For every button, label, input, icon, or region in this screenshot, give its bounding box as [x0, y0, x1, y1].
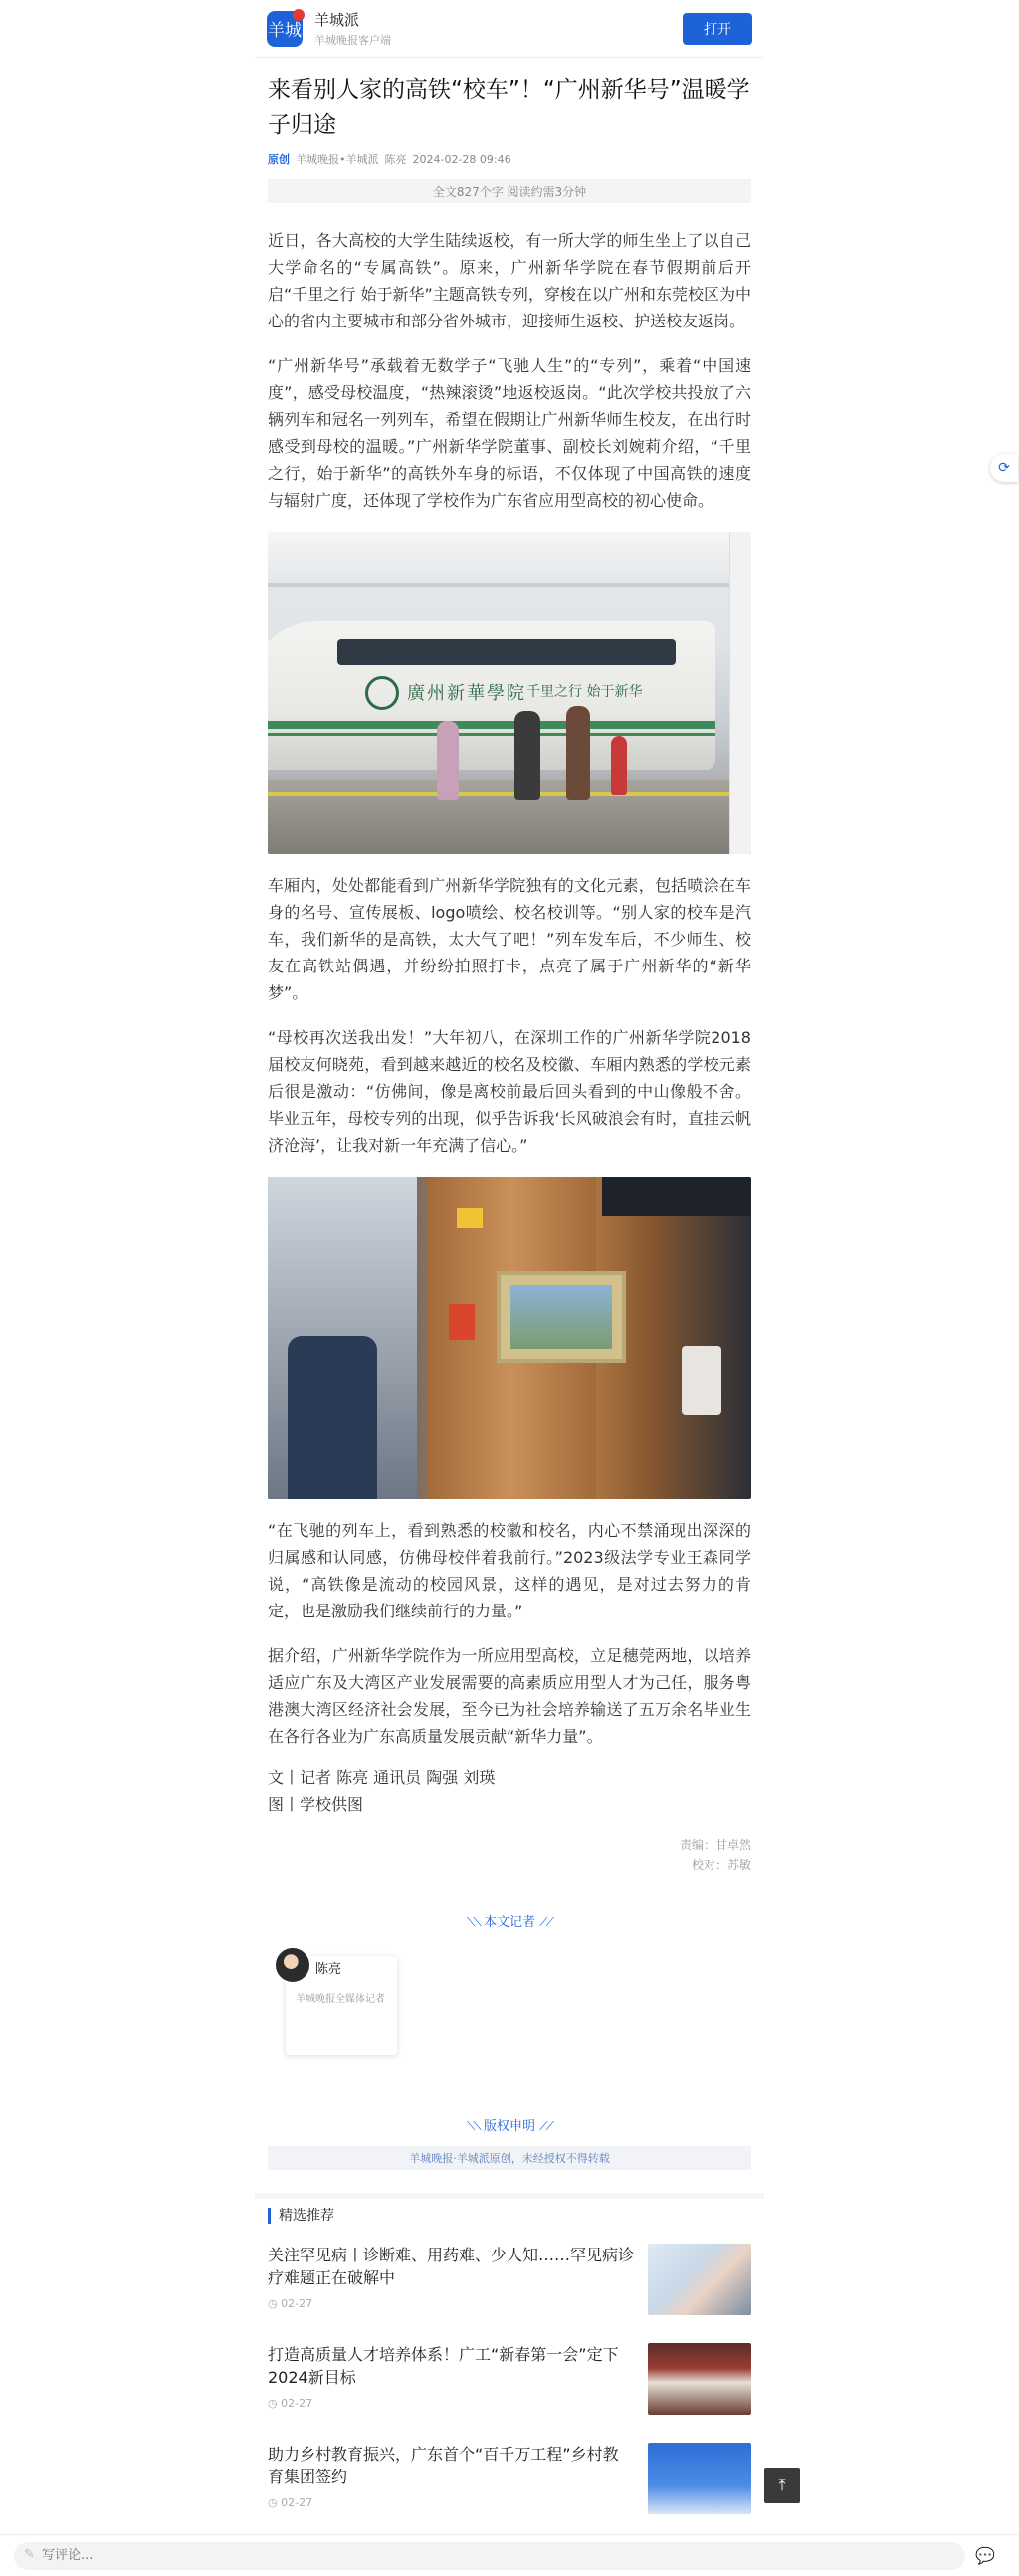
refresh-share-icon[interactable]: ⟳: [990, 454, 1018, 482]
recommend-title[interactable]: 关注罕见病丨诊断难、用药难、少人知……罕见病诊疗难题正在破解中: [268, 2246, 635, 2287]
recommend-text: [268, 2443, 648, 2524]
comment-input[interactable]: [14, 2542, 965, 2570]
app-download-bar: [255, 0, 764, 58]
reporter-section-heading: [268, 1911, 751, 1930]
article-source[interactable]: 羊城晚报•羊城派: [296, 153, 379, 166]
passenger: [437, 721, 459, 800]
recommend-title[interactable]: 打造高质量人才培养体系！广工“新春第一会”定下2024新目标: [268, 2345, 619, 2387]
article-title: 来看别人家的高铁“校车”！“广州新华号”温暖学子归途: [268, 77, 750, 138]
recommend-item[interactable]: [268, 2443, 751, 2524]
copyright-notice: 羊城晚报·羊城派原创，未经授权不得转载: [268, 2146, 751, 2170]
reporter-block: [268, 1946, 751, 2095]
double-chevron-icon: ⟋⟋: [539, 1915, 552, 1929]
comment-bubble-icon[interactable]: 💬: [975, 2546, 995, 2565]
recommend-date: ◷ 02-27: [268, 2397, 313, 2410]
campus-poster: [510, 1285, 612, 1349]
copyright-heading-text: 版权申明: [483, 2119, 535, 2134]
proofreader: 校对：苏敏: [691, 1858, 751, 1872]
recommend-date: ◷ 02-27: [268, 2297, 313, 2310]
carriage-seat: [288, 1336, 377, 1499]
word-count-bar: 全文827个字 阅读约需3分钟: [268, 179, 751, 203]
double-chevron-icon: ⟍⟍: [467, 2119, 480, 2133]
copyright-section-heading: [268, 2115, 751, 2134]
app-name: 羊城派: [314, 11, 360, 29]
school-emblem: [365, 676, 399, 710]
paragraph: 据介绍，广州新华学院作为一所应用型高校，立足穗莞两地，以培养适应广东及大湾区产业发展需要的高素质应用型人才为己任，服务粤港澳大湾区经济社会发展，至今已为社会培养输送了五万余名毕业生在各行各业为广东高质量发展贡献“新华力量”。: [268, 1646, 751, 1746]
passenger: [514, 711, 540, 800]
article-credits: [268, 1764, 751, 1818]
recommend-date: ◷ 02-27: [268, 2496, 313, 2509]
app-logo-text: 羊城: [268, 21, 302, 41]
logo-badge-dot: [293, 9, 305, 21]
recommend-heading: 精选推荐: [268, 2208, 751, 2224]
open-app-button[interactable]: 打开: [683, 13, 752, 45]
paragraph: “母校再次送我出发！”大年初八，在深圳工作的广州新华学院2018届校友何晓苑，看到越来越近的校名及校徽、车厢内熟悉的学校元素后很是激动：“仿佛间，像是离校前最后回头看到的中山像般不舍。毕业五年，母校专列的出现，似乎告诉我‘长风破浪会有时，直挂云帆济沧海’，让我对新一年充满了信心。”: [268, 1028, 751, 1155]
text-credit: 文丨记者 陈亮 通讯员 陶强 刘瑛: [268, 1768, 496, 1787]
article-author: 陈亮: [384, 153, 407, 166]
app-info: [314, 9, 683, 48]
passenger: [566, 706, 590, 800]
recommend-thumbnail[interactable]: [648, 2443, 751, 2514]
original-tag: 原创: [268, 153, 290, 166]
platform-yellow-line: [268, 792, 751, 796]
photo-credit: 图丨学校供图: [268, 1795, 364, 1814]
pen-icon: ✎: [24, 2547, 35, 2562]
platform-pillar: [729, 532, 751, 854]
train-windows: [337, 639, 676, 665]
recommend-thumbnail[interactable]: [648, 2343, 751, 2415]
trash-bin: [682, 1346, 721, 1415]
reporter-avatar[interactable]: [274, 1946, 311, 1984]
paragraph: 车厢内，处处都能看到广州新华学院独有的文化元素，包括喷涂在车身的名号、宣传展板、logo喷绘、校名校训等。“别人家的校车是汽车，我们新华的是高铁，太大气了吧！”列车发车后，不少师生、校友在高铁站偶遇，并纷纷拍照打卡，点亮了属于广州新华的“新华梦”。: [268, 876, 751, 1002]
paragraph: “广州新华号”承载着无数学子“飞驰人生”的“专列”，乘着“中国速度”，感受母校温度，“热辣滚烫”地返校返岗。“此次学校共投放了六辆列车和冠名一列列车，希望在假期让广州新华师生校友，在出行时感受到母校的温暖。”广州新华学院董事、副校长刘婉莉介绍，“千里之行，始于新华”的高铁外车身的标语，不仅体现了中国高铁的速度与辐射广度，还体现了学校作为广东省应用型高校的初心使命。: [268, 356, 751, 510]
article-datetime: 2024-02-28 09:46: [412, 152, 511, 166]
high-speed-train: [268, 621, 715, 770]
reporter-name[interactable]: 陈亮: [315, 1962, 342, 1977]
recommend-text: [268, 2343, 648, 2425]
recommend-date-text: 02-27: [281, 2397, 313, 2410]
recommend-section: [268, 2208, 751, 2524]
warning-sign: [457, 1208, 483, 1228]
paragraph: “在飞驰的列车上，看到熟悉的校徽和校名，内心不禁涌现出深深的归属感和认同感，仿佛母校伴着我前行。”2023级法学专业王森同学说，“高铁像是流动的校园风景，这样的遇见，是对过去努力的肯定，也是激励我们继续前行的力量。”: [268, 1521, 751, 1620]
passenger: [611, 736, 627, 795]
arrow-up-icon[interactable]: ⤒: [764, 2468, 800, 2503]
editor-info: [268, 1835, 751, 1875]
editor: 责编：甘卓然: [679, 1838, 751, 1852]
train-photo[interactable]: [268, 532, 751, 854]
recommend-date-text: 02-27: [281, 2297, 313, 2310]
train-slogan: 千里之行 始于新华: [526, 684, 643, 700]
train-stripe-thin: [268, 733, 715, 736]
reporter-title: 羊城晚报全媒体记者: [296, 1994, 385, 2005]
app-logo: [267, 11, 303, 47]
section-divider: [255, 2193, 764, 2199]
train-stripe: [268, 721, 715, 729]
article-meta: [268, 151, 751, 167]
recommend-thumbnail[interactable]: [648, 2244, 751, 2315]
school-logo-sticker: [449, 1304, 475, 1340]
station-roof: [268, 532, 751, 591]
roof-beam: [268, 583, 751, 587]
double-chevron-icon: ⟋⟋: [539, 2119, 552, 2133]
article-body: [268, 68, 751, 2170]
luggage-rack: [602, 1177, 751, 1216]
double-chevron-icon: ⟍⟍: [467, 1915, 480, 1929]
recommend-item[interactable]: [268, 2244, 751, 2325]
reporter-heading-text: 本文记者: [483, 1915, 535, 1930]
app-subtitle: 羊城晚报客户端: [314, 34, 391, 47]
paragraph: 近日，各大高校的大学生陆续返校，有一所大学的师生坐上了以自己大学命名的“专属高铁”。原来，广州新华学院在春节假期前后开启“千里之行 始于新华”主题高铁专列，穿梭在以广州和东莞校区为中心的省内主要城市和部分省外城市，迎接师生返校、护送校友返岗。: [268, 231, 751, 330]
comment-bar: [0, 2534, 1019, 2576]
carriage-interior-photo[interactable]: [268, 1177, 751, 1499]
recommend-title[interactable]: 助力乡村教育振兴，广东首个“百千万工程”乡村教育集团签约: [268, 2445, 619, 2486]
train-school-name: 廣州新華學院: [407, 683, 526, 704]
campus-poster-frame: [497, 1271, 626, 1363]
recommend-date-text: 02-27: [281, 2496, 313, 2509]
recommend-item[interactable]: [268, 2343, 751, 2425]
recommend-text: [268, 2244, 648, 2325]
